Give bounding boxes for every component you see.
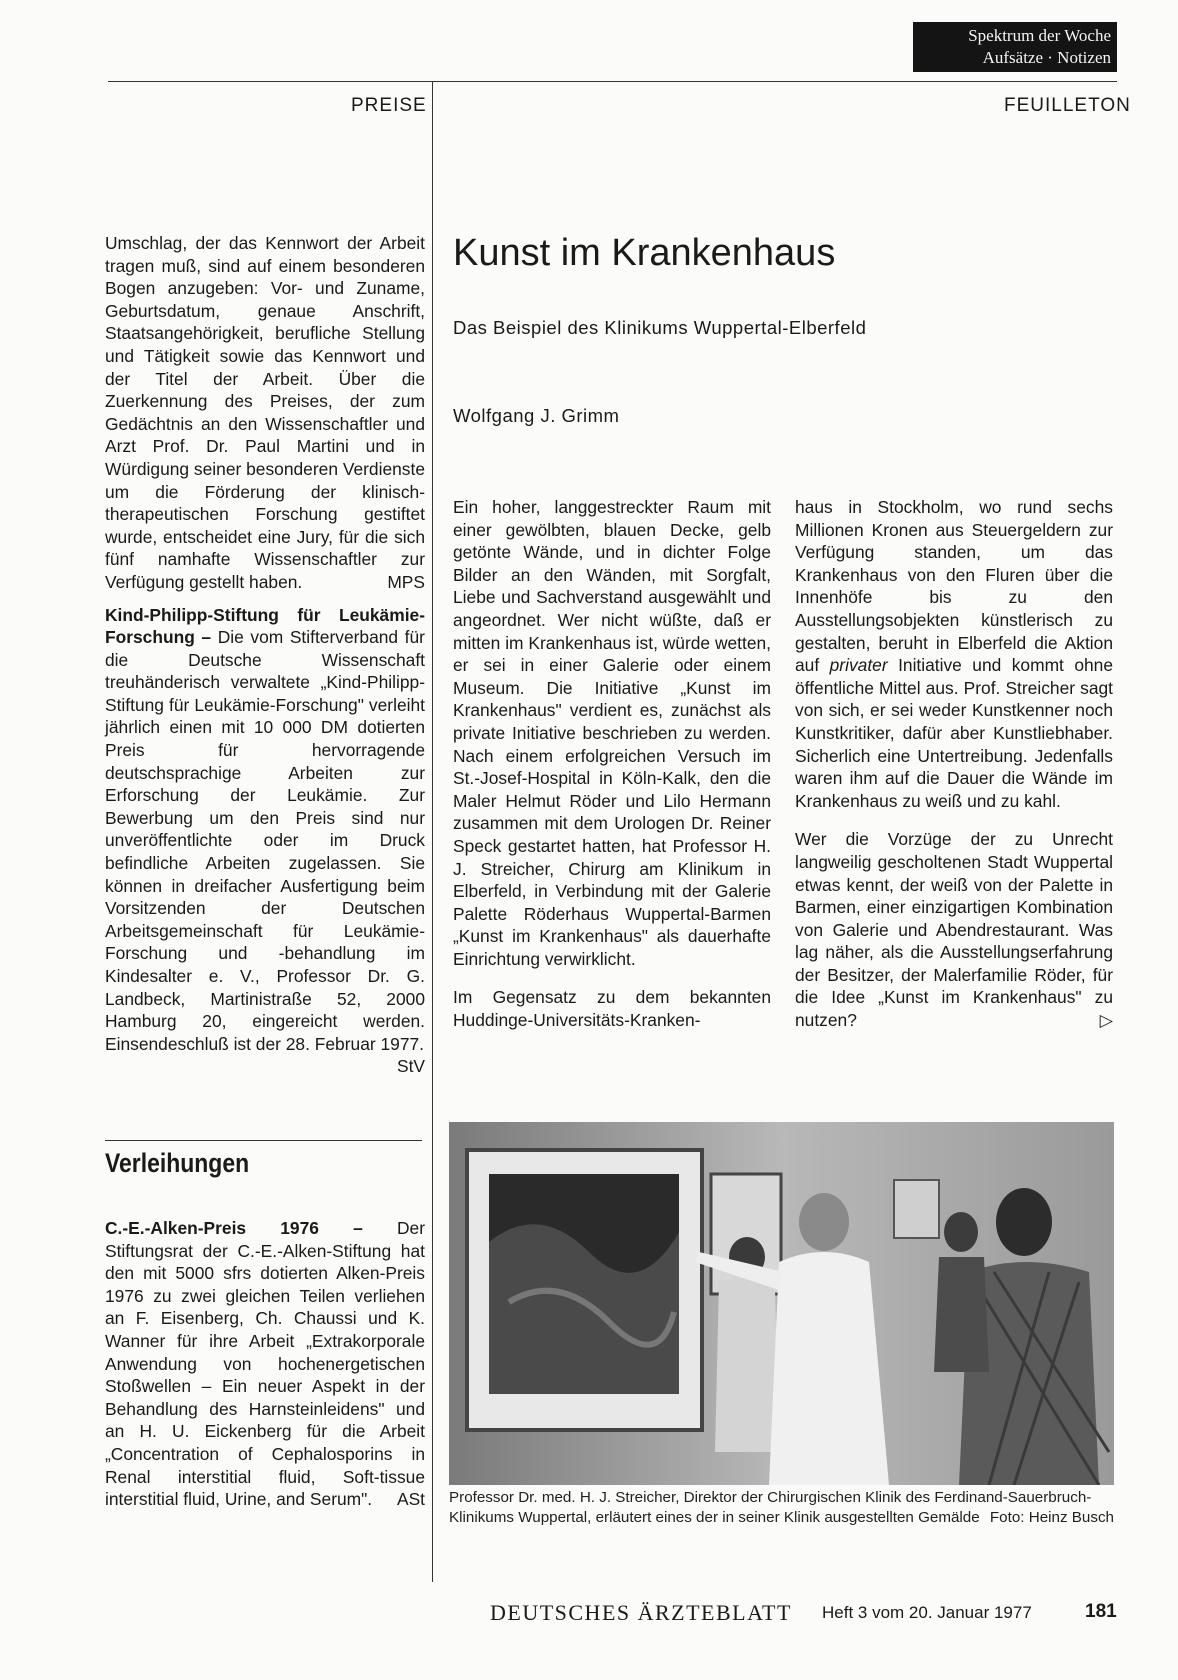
article-paragraph	[795, 828, 1113, 1031]
masthead-line-2: Aufsätze · Notizen	[982, 48, 1111, 67]
preise-item-heading: Kind-Philipp-Stiftung für Leukämie-Forschung –	[105, 604, 425, 648]
article-emphasis: privater	[829, 655, 888, 676]
article-paragraph	[795, 496, 1113, 812]
verleihungen-paragraph-text: Der Stiftungsrat der C.-E.-Alken-Stiftung hat den mit 5000 sfrs dotierten Alken-Preis 1976 zu zwei gleichen Teilen verliehen an F. Eisenberg, Ch. Chaussi und K. Wanner für ihre Arbeit „Extrakorporale Anwendung von hochenergetischen Stoßwellen – Ein neuer Aspekt in der Behandlung des Harnsteinleidens" und an H. U. Eickenberg für die Arbeit „Concentration of Cephalosporins in Renal interstitial fluid, Soft-tissue interstitial fluid, Urine, and Serum".	[105, 1218, 425, 1510]
photo-illustration	[449, 1122, 1114, 1485]
verleihungen-column	[105, 1217, 425, 1521]
section-label-preise: PREISE	[351, 95, 427, 116]
photo-caption	[449, 1488, 1114, 1528]
section-label-feuilleton: FEUILLETON	[1004, 95, 1131, 116]
verleihungen-item-heading: C.-E.-Alken-Preis 1976 –	[105, 1218, 363, 1238]
author-signature: StV	[396, 1056, 425, 1077]
preise-paragraph	[105, 232, 425, 594]
author-signature: ASt	[396, 1489, 425, 1510]
verleihungen-paragraph	[105, 1217, 425, 1511]
article-photo	[449, 1122, 1114, 1485]
verleihungen-rule	[105, 1140, 422, 1141]
section-masthead	[913, 22, 1117, 72]
article-text: Initiative und kommt ohne öffentliche Mittel aus. Prof. Streicher sagt von sich, er sei weder Kunstkenner noch Kunstkritiker, dafür aber Kunstliebhaber. Sicherlich eine Untertreibung. Jedenfalls waren ihm auf die Dauer die Wände im Krankenhaus zu weiß und zu kahl.	[795, 655, 1114, 811]
article-author: Wolfgang J. Grimm	[453, 405, 620, 426]
preise-paragraph-text: Umschlag, der das Kennwort der Arbeit tragen muß, sind auf einem besonderen Bogen anzugeben: Vor- und Zuname, Geburtsdatum, genaue Anschrift, Staatsangehörigkeit, berufliche Stellung und Tätigkeit sowie das Kennwort und der Titel der Arbeit. Über die Zuerkennung des Preises, der zum Gedächtnis an den Wissenschaftler und Arzt Prof. Dr. Paul Martini und in Würdigung seiner besonderen Verdienste um die Förderung der klinisch-therapeutischen Forschung gestiftet wurde, entscheidet eine Jury, für die sich fünf namhafte Wissenschaftler zur Verfügung gestellt haben.	[105, 233, 426, 592]
preise-paragraph-text: Die vom Stifterverband für die Deutsche Wissenschaft treuhänderisch verwaltete „Kind-Philipp-Stiftung für Leukämie-Forschung" verleiht jährlich einen mit 10 000 DM dotierten Preis für hervorragende deutschsprachige Arbeiten zur Erforschung der Leukämie. Zur Bewerbung um den Preis sind nur unveröffentlichte oder im Druck befindliche Arbeiten zugelassen. Sie können in dreifacher Ausfertigung beim Vorsitzenden der Deutschen Arbeitsgemeinschaft für Leukämie-Forschung und -behandlung im Kindesalter e. V., Professor Dr. G. Landbeck, Martinistraße 52, 2000 Hamburg 20, eingereicht werden. Einsendeschluß ist der 28. Februar 1977.	[105, 627, 425, 1054]
page-number: 181	[1085, 1601, 1117, 1622]
article-column-1	[453, 496, 771, 1048]
article-text: haus in Stockholm, wo rund sechs Millionen Kronen aus Steuergeldern zur Verfügung standen, um das Krankenhaus von den Fluren über die Innenhöfe bis zu den Ausstellungsobjekten künstlerisch zu gestalten, beruht in Elberfeld die Aktion auf	[795, 497, 1113, 676]
continue-arrow-icon: ▷	[1099, 1010, 1113, 1031]
photo-caption-text: Professor Dr. med. H. J. Streicher, Direktor der Chirurgischen Klinik des Ferdinand-Sauerbruch-Klinikums Wuppertal, erläutert eines der in seiner Klinik ausgestellten Gemälde	[449, 1489, 1092, 1526]
verleihungen-heading: Verleihungen	[105, 1148, 250, 1178]
author-signature: MPS	[387, 571, 425, 592]
masthead-line-1: Spektrum der Woche	[968, 26, 1111, 45]
article-paragraph: Im Gegensatz zu dem bekannten Huddinge-Universitäts-Kranken-	[453, 987, 771, 1031]
article-column-2	[795, 496, 1113, 1048]
article-subtitle: Das Beispiel des Klinikums Wuppertal-Elberfeld	[453, 317, 867, 338]
journal-name: DEUTSCHES ÄRZTEBLATT	[490, 1600, 792, 1625]
photo-credit: Foto: Heinz Busch	[989, 1509, 1114, 1526]
article-paragraph: Ein hoher, langgestreckter Raum mit einer gewölbten, blauen Decke, gelb getönte Wände, und in dichter Folge Bilder an den Wänden, mit Sorgfalt, Liebe und Sachverstand ausgewählt und angeordnet. Wer nicht wüßte, daß er mitten im Krankenhaus ist, würde wetten, er sei in einer Galerie oder einem Museum. Die Initiative „Kunst im Krankenhaus" verdient es, zunächst als private Initiative beschrieben zu werden. Nach einem erfolgreichen Versuch im St.-Josef-Hospital in Köln-Kalk, den die Maler Helmut Röder und Lilo Hermann zusammen mit dem Urologen Dr. Reiner Speck gestartet hatten, hat Professor H. J. Streicher, Chirurg am Klinikum in Elberfeld, in Verbindung mit der Galerie Palette Röderhaus Wuppertal-Barmen „Kunst im Krankenhaus" als dauerhafte Einrichtung verwirklicht.	[453, 497, 772, 969]
top-rule	[108, 81, 1117, 82]
article-title: Kunst im Krankenhaus	[453, 232, 836, 274]
issue-info: Heft 3 vom 20. Januar 1977	[822, 1603, 1032, 1622]
column-divider	[432, 82, 433, 1582]
preise-paragraph	[105, 604, 425, 1077]
preise-column	[105, 232, 425, 1078]
article-text: Wer die Vorzüge der zu Unrecht langweilig gescholtenen Stadt Wuppertal etwas kennt, der weiß von der Palette in Barmen, einer einzigartigen Kombination von Galerie und Abendrestaurant. Was lag näher, als die Ausstellungserfahrung der Besitzer, der Malerfamilie Röder, für die Idee „Kunst im Krankenhaus" zu nutzen?	[795, 829, 1113, 1031]
